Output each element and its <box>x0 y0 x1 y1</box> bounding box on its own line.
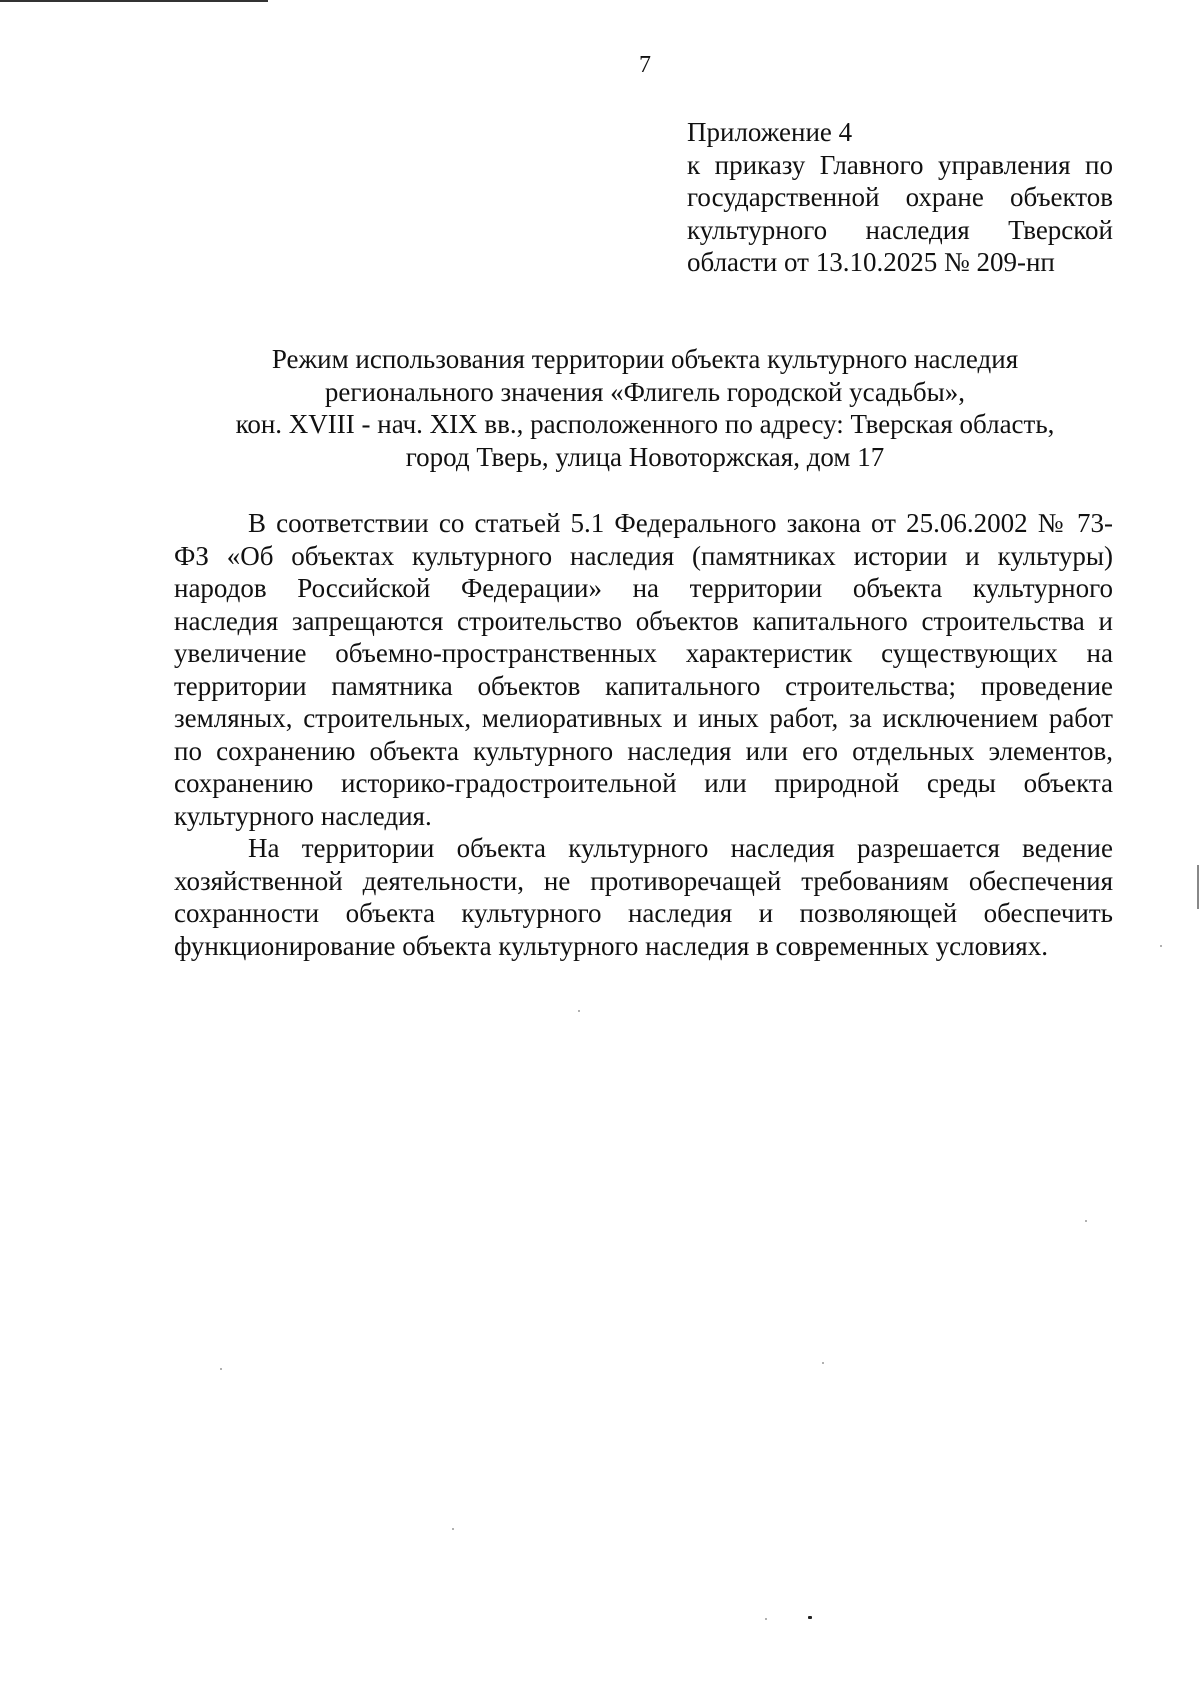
paragraph-line: наследия запрещаются строительство объектов капитального строительства и <box>174 605 1113 636</box>
paragraph-line: функционирование объекта культурного наследия в современных условиях. <box>174 930 1048 961</box>
document-body <box>174 507 1113 962</box>
paragraph-line: хозяйственной деятельности, не противоречащей требованиям обеспечения <box>174 865 1113 896</box>
scan-speck <box>452 1528 454 1530</box>
scan-speck <box>822 1362 824 1364</box>
appendix-line: культурного наследия Тверской <box>687 214 1113 245</box>
scan-speck <box>1085 1220 1087 1222</box>
paragraph-line: На территории объекта культурного наследия разрешается ведение <box>248 833 1113 863</box>
paragraph-line: по сохранению объекта культурного наследия или его отдельных элементов, <box>174 735 1113 766</box>
paragraph-line: сохранению историко-градостроительной или природной среды объекта <box>174 768 1113 798</box>
paragraph-permissions <box>174 832 1113 962</box>
scan-speck <box>1160 945 1162 947</box>
paragraph-line: территории памятника объектов капитального строительства; проведение <box>174 670 1113 701</box>
appendix-line: Приложение 4 <box>687 117 853 147</box>
scan-speck <box>578 1010 580 1012</box>
title-line: город Тверь, улица Новоторжская, дом 17 <box>405 441 885 472</box>
paragraph-line: увеличение объемно-пространственных характеристик существующих на <box>174 638 1113 668</box>
title-line: регионального значения «Флигель городской усадьбы», <box>324 376 966 407</box>
paragraph-line: ФЗ «Об объектах культурного наследия (памятниках истории и культуры) <box>174 540 1113 571</box>
appendix-reference-block <box>687 116 1113 279</box>
page-number: 7 <box>639 52 651 78</box>
paragraph-line: культурного наследия. <box>174 800 432 831</box>
title-line: кон. XVIII - нач. XIX вв., расположенного по адресу: Тверская область, <box>235 409 1055 439</box>
paragraph-line: В соответствии со статьей 5.1 Федерального закона от 25.06.2002 № 73- <box>248 508 1113 538</box>
document-title <box>150 343 1140 473</box>
paragraph-line: земляных, строительных, мелиоративных и иных работ, за исключением работ <box>174 703 1113 733</box>
scan-speck <box>220 1368 222 1370</box>
paragraph-prohibitions <box>174 507 1113 832</box>
paragraph-line: народов Российской Федерации» на территории объекта культурного <box>174 573 1113 603</box>
appendix-line: области от 13.10.2025 № 209-нп <box>687 247 1055 277</box>
appendix-line: государственной охране объектов <box>687 182 1113 212</box>
paragraph-line: сохранности объекта культурного наследия и позволяющей обеспечить <box>174 898 1113 928</box>
scan-speck <box>808 1616 812 1619</box>
scan-artifact-right-line <box>1197 865 1199 909</box>
title-line: Режим использования территории объекта культурного наследия <box>271 344 1019 374</box>
scan-speck <box>765 1618 767 1620</box>
appendix-line: к приказу Главного управления по <box>687 149 1113 180</box>
scan-artifact-top-line <box>0 0 268 2</box>
